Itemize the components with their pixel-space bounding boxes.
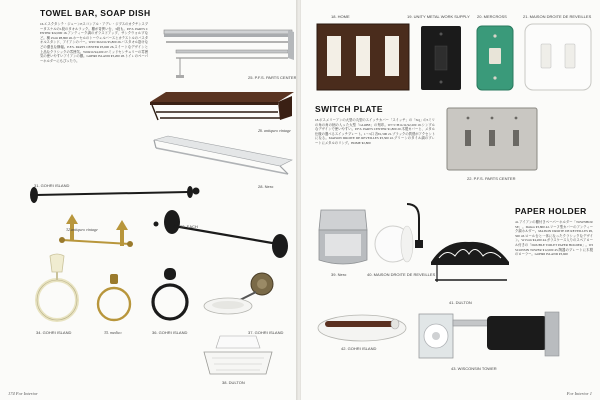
steel-toggle-switch-plate: [445, 106, 539, 172]
green-switch-plate: [475, 24, 515, 92]
caption-25: 25. P.F.S. PARTS CENTER: [248, 75, 297, 80]
caption-18: 18. HOME: [331, 14, 350, 19]
double-roll-holder: [417, 306, 567, 362]
black-switch-plate: [419, 24, 463, 92]
brass-towel-ring: [94, 272, 134, 326]
porcelain-soap-dish: [200, 270, 282, 320]
white-ceramic-switch-plate: [523, 22, 593, 92]
caption-41: 41. DULTON: [449, 300, 472, 305]
caption-28: 28. Nero: [258, 184, 274, 189]
double-tier-towel-rack: [158, 22, 298, 92]
caption-34: 34. GOHRI ISLAND: [36, 330, 72, 335]
wood-triple-switch-plate: [315, 22, 411, 92]
paper-holder-heading: PAPER HOLDER: [515, 206, 587, 216]
caption-26: 26. antiqueo vintage: [258, 128, 291, 133]
ornate-iron-shelf-holder: [425, 236, 515, 296]
caption-43: 43. WISCONSIN TOWER: [451, 366, 497, 371]
caption-22: 22. P.F.S. PARTS CENTER: [467, 176, 516, 181]
caption-38: 38. DULTON: [222, 380, 245, 385]
right-page: [301, 0, 600, 400]
chrome-towel-bar: [150, 136, 298, 182]
left-page: [0, 0, 298, 400]
paper-holder-body-text: 41.アイアンの棚付きペーパーホルダー「TOWNHOUSE」。Dulton ¥3,800 42.リーフ型カバーのアンティーク調ホルダー。MAISON DROITE DE REVEILLES ¥6,500 43.ロール台と一体になったクラシックなデザイン。W15cm ¥4,200 44.ガラスケース入りのスペアロール付きの「DOUBLE TOILET PAPER HOLDER」。WISCONSIN TOWER ¥12,000 45.陶器のプレートに木製のローラー。GOHRI ISLAND ¥3,600: [515, 220, 593, 257]
caption-35: 35. medico: [104, 330, 122, 335]
wreath-towel-ring: [32, 252, 82, 326]
switch-plate-heading: SWITCH PLATE: [315, 104, 383, 114]
wood-towel-shelf: [146, 88, 298, 130]
towel-bar-heading: TOWEL BAR, SOAP DISH: [40, 8, 151, 18]
chrome-cover-paper-holder: [315, 204, 373, 274]
brass-arrow-bar: [58, 210, 136, 256]
towel-bar-body-text: 16.エスクタンテ・ジェーンEスコンアル・アデレ・ジプスのカクチンスプータスナルの1段のタオルラック。棚が奇異い台、3段も。P.F.S. PARTS CENTER ¥22,000 16.アンティーク調のガラスドアップ、サンクウォルプなど。横 25cm ¥8,800 26.ホーセルのトーウェルバースとカテストルのバスタオルスタンド、アイアンのバー。W45×D22cm ¥5,800 26.バスタオル掛けなどの優良な横幅。P.F.S. PARTS CENTER ¥3,600 26.スイートなデザインと上品なクラシックの雰囲気。W60cm ¥4,200 27.ミッドセンチュリーの雰囲気の使いやすいアイアンの棚。GOHRI ISLAND ¥3,200 28.トイレのペーパーホルダーにもぴったり。: [40, 22, 148, 63]
left-footer: 174 For Interior: [8, 391, 38, 396]
caption-20: 20. MERCROSS: [477, 14, 507, 19]
caption-39: 39. Nero: [331, 272, 347, 277]
caption-40: 40. MAISON DROITE DE REVEILLES: [367, 272, 436, 277]
black-round-bar: [150, 206, 296, 258]
caption-31: 31. GOHRI ISLAND: [34, 183, 70, 188]
caption-36: 36. GOHRI ISLAND: [152, 330, 188, 335]
caption-42: 42. GOHRI ISLAND: [341, 346, 377, 351]
caption-21: 21. MAISON DROITE DE REVEILLES: [523, 14, 592, 19]
caption-32: 32.antiqueo vintage: [66, 227, 98, 232]
caption-37: 37. GOHRI ISLAND: [248, 330, 284, 335]
caption-33: 33. EACH: [180, 224, 198, 229]
black-iron-paper-holder: [371, 200, 431, 270]
right-footer: For Interior 1: [566, 391, 592, 396]
porcelain-roller-holder: [315, 306, 409, 344]
switch-plate-body-text: 18.ボスメリーアンの大型の丸型のスイッチカバー「スイッチ」の「SQ」の5ミリの角の角の柄の入った大型「GLOBE」の刻印。W7.5×H11cm ¥2,200 19.シンプルなデザインで使いやすい。P.F.S. PARTS CENTER ¥1,800 20.木製カバーと、メタル仕様の選べるスイッチプレート。1〜3口 各¥1,500 21.ブラックの質感がアクセントになる。MAISON DROITE DE REVEILLES ¥3,500 22.グリーンのタイル調のプレートにメタルのリング。HOME ¥2,800: [315, 118, 435, 145]
white-soap-dish: [200, 334, 276, 378]
caption-19: 19. UNITY METAL WORK SUPPLY: [407, 14, 470, 19]
black-towel-ring: [148, 266, 192, 326]
